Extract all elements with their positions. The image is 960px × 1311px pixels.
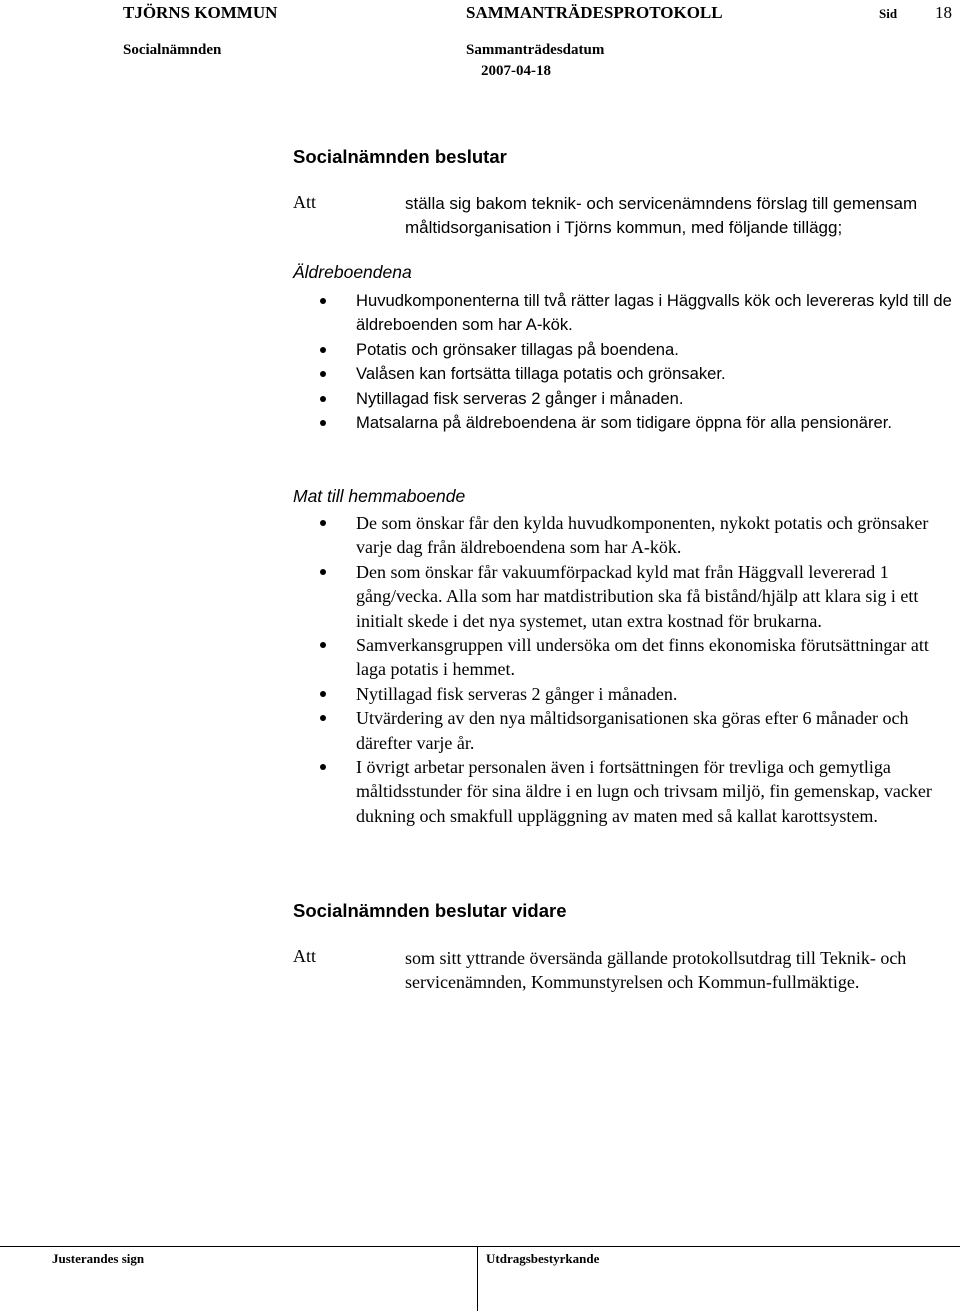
subheading-home-meals: Mat till hemmaboende bbox=[293, 486, 466, 506]
list-item: I övrigt arbetar personalen även i fortsättningen för trevliga och gemytliga måltidsstunder för sina äldre i en lugn och trivsam miljö, fin gemenskap, vacker dukning och smakfull uppläggning av maten med så kallat karottsystem. bbox=[320, 755, 956, 828]
home-meals-list bbox=[320, 511, 956, 828]
att-text: ställa sig bakom teknik- och servicenämndens förslag till gemensam måltidsorganisation i Tjörns kommun, med följande tillägg; bbox=[405, 194, 918, 238]
list-item: Valåsen kan fortsätta tillaga potatis och grönsaker. bbox=[320, 362, 956, 386]
bullet-icon bbox=[320, 371, 326, 377]
bullet-icon bbox=[320, 764, 326, 770]
bullet-icon bbox=[320, 298, 326, 304]
bullet-icon bbox=[320, 420, 326, 426]
list-item: Den som önskar får vakuumförpackad kyld mat från Häggvall levererad 1 gång/vecka. Alla som har matdistribution ska få bistånd/hjälp att klara sig i ett initialt skede i det nya systemet, utan extra kostnad för brukarna. bbox=[320, 560, 956, 633]
extract-certification-label: Utdragsbestyrkande bbox=[486, 1251, 600, 1266]
list-item: Samverkansgruppen vill undersöka om det finns ekonomiska förutsättningar att laga potatis i hemmet. bbox=[320, 633, 956, 682]
committee-name: Socialnämnden bbox=[123, 42, 222, 58]
footer-divider bbox=[0, 1246, 960, 1247]
elderly-homes-list bbox=[320, 289, 956, 435]
bullet-icon bbox=[320, 569, 326, 575]
meeting-date-label: Sammanträdesdatum bbox=[466, 42, 605, 58]
att-label: Att bbox=[293, 192, 317, 212]
list-item: Nytillagad fisk serveras 2 gånger i månaden. bbox=[320, 387, 956, 411]
justification-signature-label: Justerandes sign bbox=[52, 1251, 145, 1266]
list-item: Nytillagad fisk serveras 2 gånger i månaden. bbox=[320, 682, 956, 706]
bullet-icon bbox=[320, 642, 326, 648]
list-item: De som önskar får den kylda huvudkomponenten, nykokt potatis och grönsaker varje dag från äldreboendena som har A-kök. bbox=[320, 511, 956, 560]
list-item: Potatis och grönsaker tillagas på boendena. bbox=[320, 338, 956, 362]
bullet-icon bbox=[320, 520, 326, 526]
list-item: Huvudkomponenterna till två rätter lagas i Häggvalls kök och levereras kyld till de äldreboenden som har A-kök. bbox=[320, 289, 956, 338]
municipality-name: TJÖRNS KOMMUN bbox=[123, 3, 278, 22]
protocol-title: SAMMANTRÄDESPROTOKOLL bbox=[466, 3, 723, 22]
subheading-elderly-homes: Äldreboendena bbox=[293, 262, 412, 282]
att-label-further: Att bbox=[293, 946, 317, 966]
list-item: Utvärdering av den nya måltidsorganisationen ska göras efter 6 månader och därefter varje år. bbox=[320, 706, 956, 755]
footer-column-divider bbox=[477, 1246, 478, 1311]
list-item: Matsalarna på äldreboendena är som tidigare öppna för alla pensionärer. bbox=[320, 411, 956, 435]
meeting-date: 2007-04-18 bbox=[481, 63, 551, 79]
page-label: Sid bbox=[879, 6, 898, 21]
bullet-icon bbox=[320, 715, 326, 721]
bullet-icon bbox=[320, 691, 326, 697]
bullet-icon bbox=[320, 396, 326, 402]
page-number: 18 bbox=[935, 3, 952, 22]
decision-title: Socialnämnden beslutar bbox=[293, 146, 507, 167]
decision-further-title: Socialnämnden beslutar vidare bbox=[293, 900, 567, 921]
att-text-further: som sitt yttrande översända gällande protokollsutdrag till Teknik- och servicenämnden, Kommunstyrelsen och Kommun-fullmäktige. bbox=[405, 948, 907, 993]
bullet-icon bbox=[320, 347, 326, 353]
